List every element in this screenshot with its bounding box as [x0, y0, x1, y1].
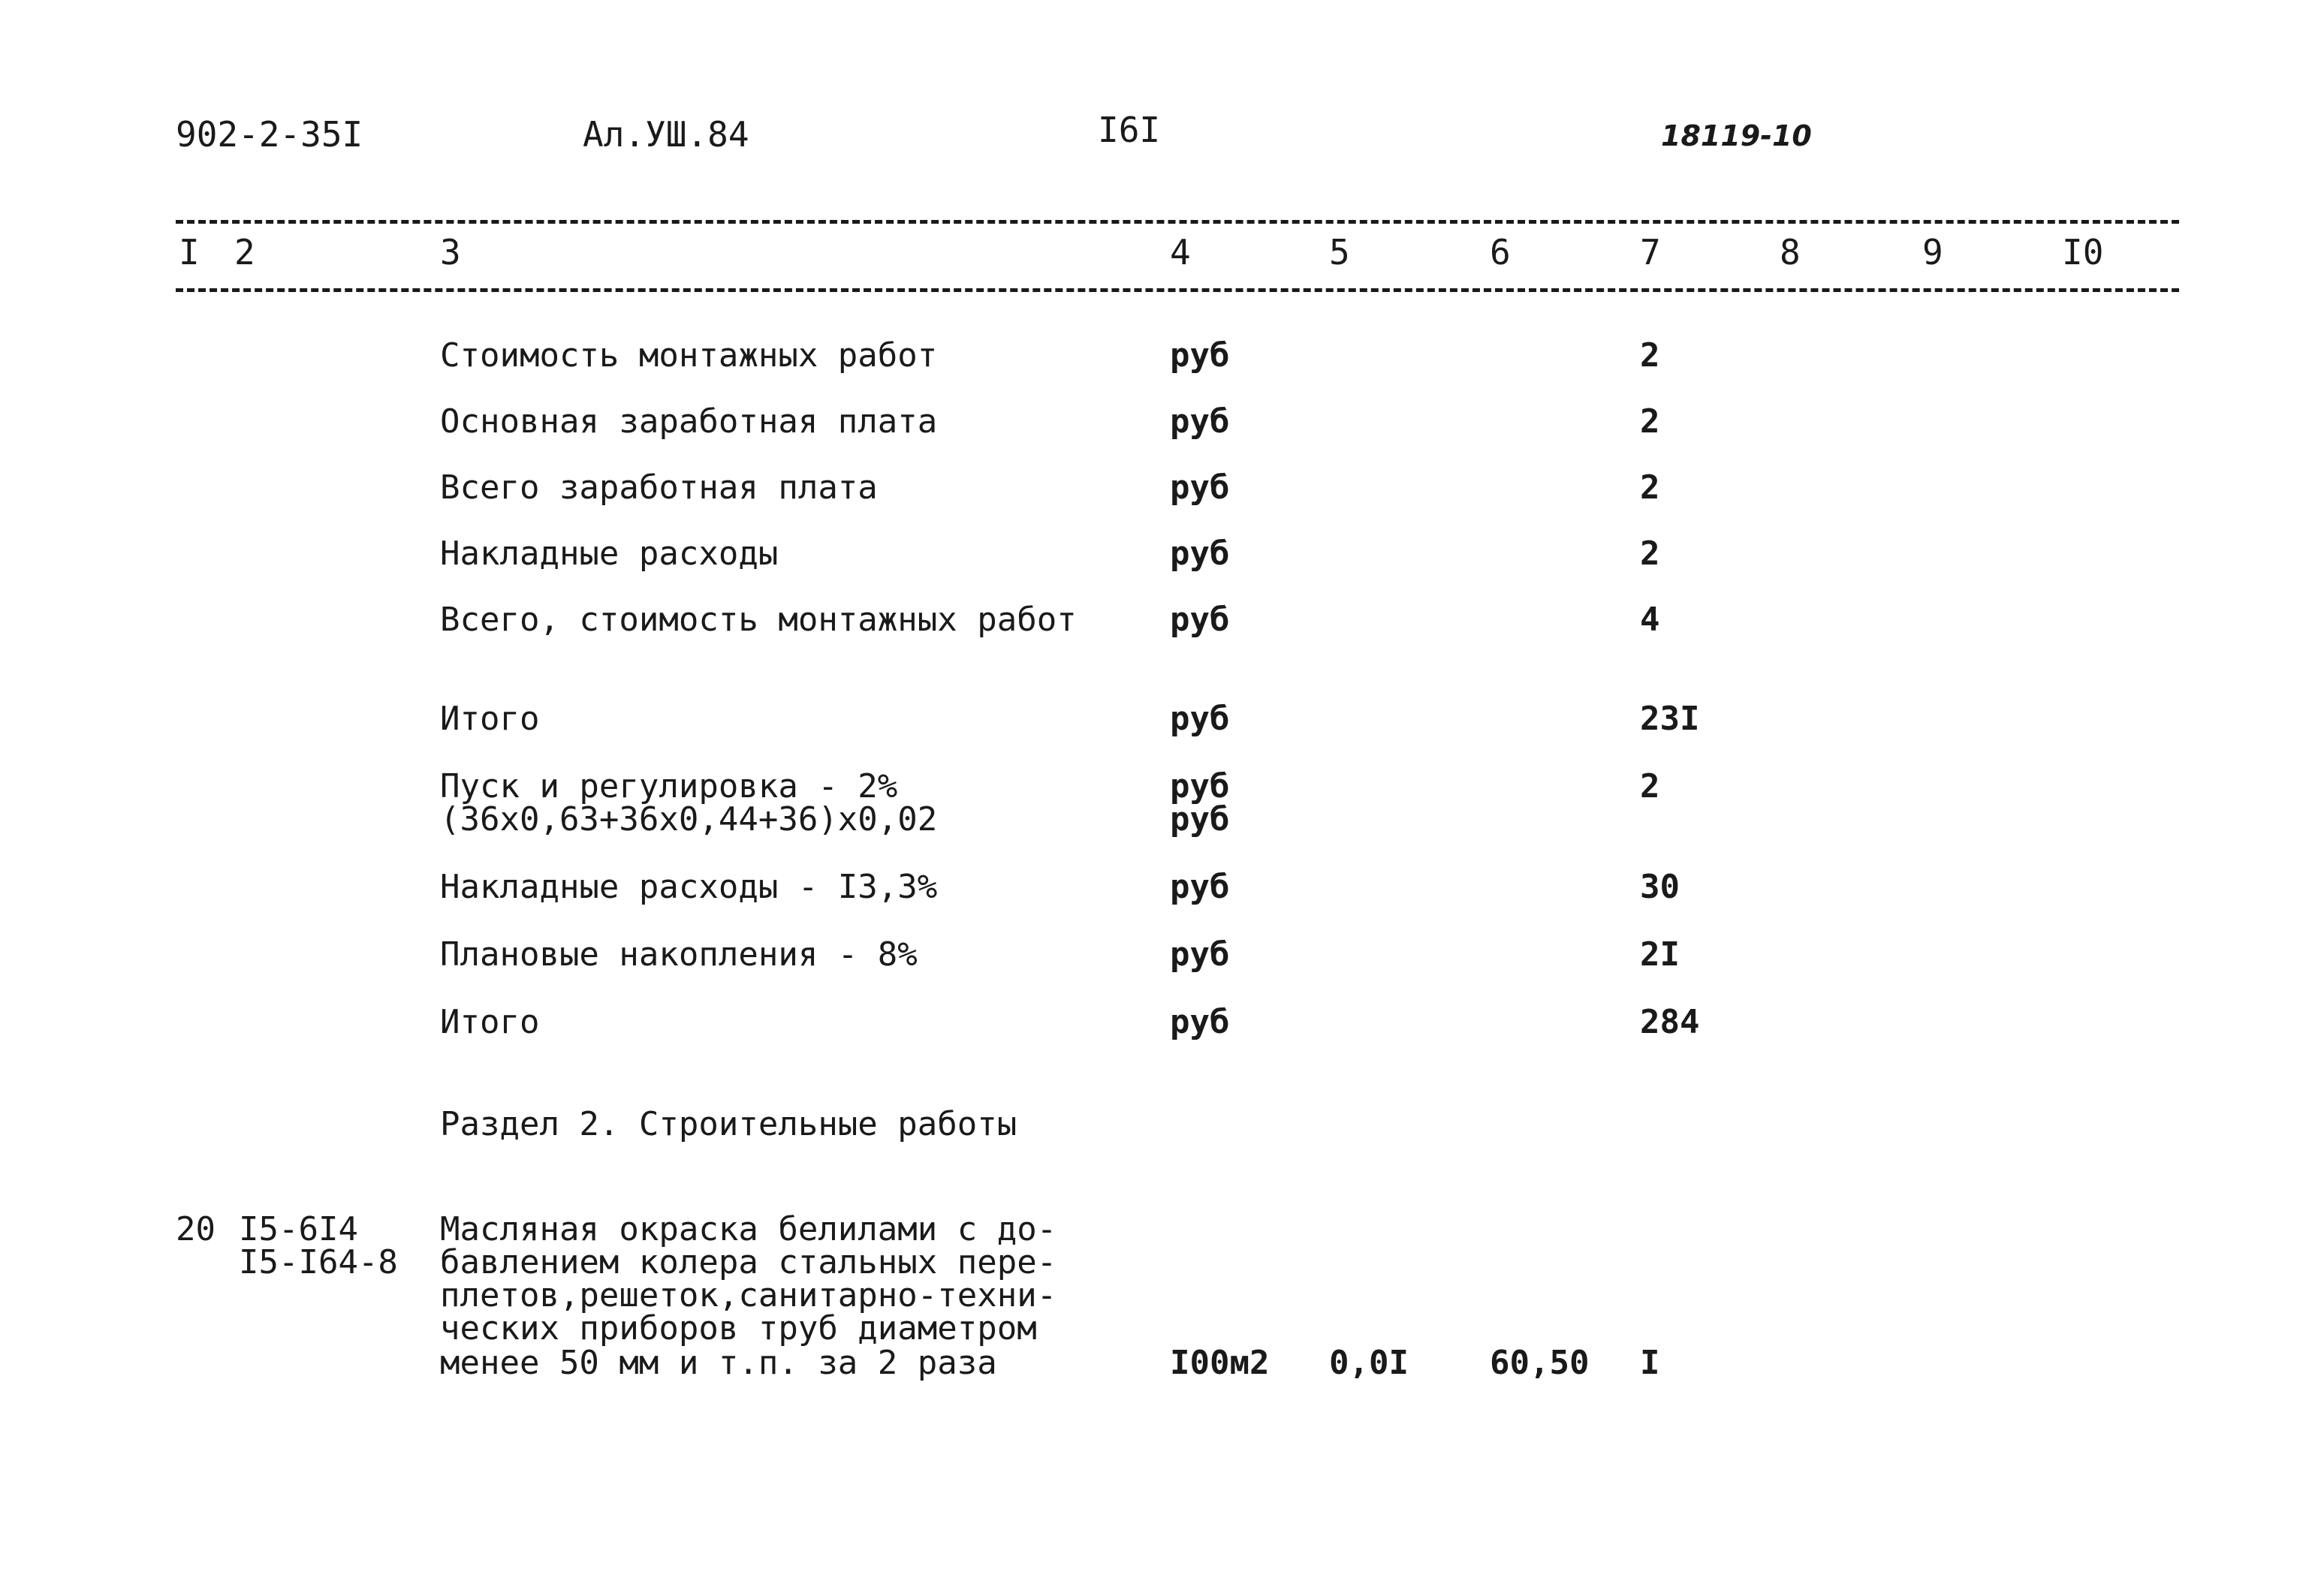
section-title: Раздел 2. Строительные работы — [440, 1105, 1017, 1143]
row-value: 2I — [1640, 935, 1680, 974]
column-header: 4 — [1170, 232, 1191, 273]
document-number: 902-2-35I — [176, 114, 363, 155]
row-value: 2 — [1640, 402, 1660, 441]
row-unit: руб — [1170, 402, 1230, 441]
row-unit: руб — [1170, 336, 1230, 375]
item-total: I — [1640, 1344, 1660, 1382]
column-header: 2 — [234, 232, 255, 273]
column-header: 3 — [440, 232, 461, 273]
column-header: 6 — [1490, 232, 1511, 273]
column-header: 9 — [1922, 232, 1943, 273]
norm-code: I5-6I4 — [239, 1210, 358, 1248]
row-unit: руб — [1170, 800, 1230, 839]
row-name: Плановые накопления - 8% — [440, 935, 918, 974]
row-name: Всего заработная плата — [440, 468, 878, 507]
row-name: Стоимость монтажных работ — [440, 336, 938, 375]
column-header: 5 — [1329, 232, 1350, 273]
item-price: 60,50 — [1490, 1344, 1590, 1382]
row-value: 30 — [1640, 868, 1680, 906]
row-unit: руб — [1170, 601, 1230, 639]
page-number: I6I — [1098, 110, 1161, 150]
item-quantity: 0,0I — [1329, 1344, 1409, 1382]
album-label: Ал.УШ.84 — [583, 114, 749, 155]
row-value: 2 — [1640, 468, 1660, 507]
row-name: Всего, стоимость монтажных работ — [440, 601, 1077, 639]
row-value: 23I — [1640, 700, 1700, 738]
row-value: 4 — [1640, 601, 1660, 639]
row-name: Итого — [440, 700, 540, 738]
item-unit: I00м2 — [1170, 1344, 1270, 1382]
row-unit: руб — [1170, 935, 1230, 974]
item-description-line: Масляная окраска белилами с до- — [440, 1210, 1057, 1248]
row-name: Пуск и регулировка - 2% — [440, 767, 898, 806]
item-description-line: плетов,решеток,санитарно-техни- — [440, 1276, 1057, 1314]
row-value: 284 — [1640, 1003, 1700, 1041]
stamp-number: 18119-10 — [1661, 119, 1812, 152]
row-name: Основная заработная плата — [440, 402, 938, 441]
item-description-line: бавлением колера стальных пере- — [440, 1243, 1057, 1281]
row-value: 2 — [1640, 336, 1660, 375]
row-unit: руб — [1170, 868, 1230, 906]
row-name: Накладные расходы - I3,3% — [440, 868, 938, 906]
column-header: 8 — [1780, 232, 1801, 273]
header-top-rule — [176, 220, 2179, 224]
row-name: (36x0,63+36x0,44+36)x0,02 — [440, 800, 938, 839]
row-name: Накладные расходы — [440, 535, 779, 573]
row-value: 2 — [1640, 535, 1660, 573]
row-unit: руб — [1170, 1003, 1230, 1041]
row-value: 2 — [1640, 767, 1660, 806]
item-description-line: ческих приборов труб диаметром — [440, 1309, 1037, 1348]
row-unit: руб — [1170, 700, 1230, 738]
header-bottom-rule — [176, 288, 2179, 292]
norm-code: I5-I64-8 — [239, 1243, 398, 1281]
column-header: I — [179, 232, 200, 273]
column-header: 7 — [1640, 232, 1661, 273]
row-unit: руб — [1170, 535, 1230, 573]
row-unit: руб — [1170, 767, 1230, 806]
item-number: 20 — [176, 1210, 216, 1248]
row-name: Итого — [440, 1003, 540, 1041]
item-description-line: менее 50 мм и т.п. за 2 раза — [440, 1344, 997, 1382]
row-unit: руб — [1170, 468, 1230, 507]
column-header: I0 — [2062, 232, 2104, 273]
